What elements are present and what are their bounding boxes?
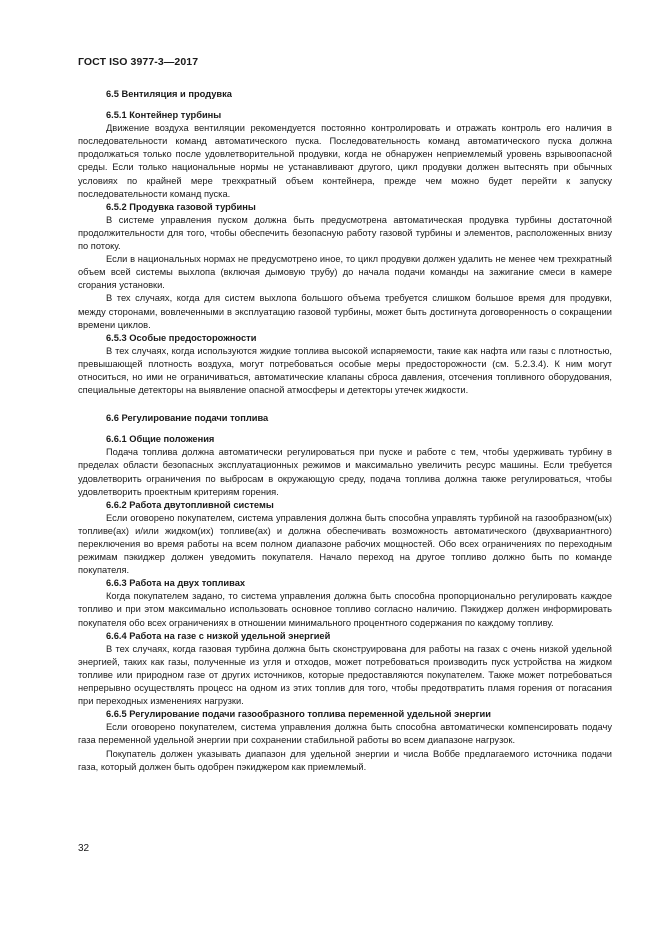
section-heading: 6.6 Регулирование подачи топлива [106,413,269,424]
document-body [78,88,612,774]
paragraph: Подача топлива должна автоматически регулироваться при пуске и работе с тем, чтобы удерживать турбину в пределах области безопасных эксплуатационных режимов и максимально увеличить ресурс машины. Если требуется удовлетворить ограничения по выбросам в окружающую среду, подача топлива должна также регулироваться, чтобы удовлетворить проектным критериям горения. [78,447,612,497]
paragraph: Если в национальных нормах не предусмотрено иное, то цикл продувки должен удалить не менее чем трехкратный объем всей системы выхлопа (включая дымовую трубу) до начала подачи команды на зажигание смеси в камере сгорания установки. [78,254,612,291]
section-heading: 6.5 Вентиляция и продувка [106,89,232,99]
document-header: ГОСТ ISO 3977-3—2017 [78,56,199,68]
paragraph: Когда покупателем задано, то система управления должна быть способна пропорционально регулировать каждое топливо и при этом максимально использовать основное топливо согласно наличию. Пэкиджер должен информировать покупателя обо всех ограничениях в отношении минимального процентного содержания по каждому топливу. [78,591,612,628]
paragraph: В тех случаях, когда используются жидкие топлива высокой испаряемости, такие как нафта или газы с плотностью, превышающей плотность воздуха, могут потребоваться особые меры предосторожности (см. 5.2.3.4). К ним могут относиться, но ими не ограничиваться, автоматические клапаны сброса давления, отсечения топливного оборудования, специальные детекторы на выявление опасной атмосферы и детекторы утечек жидкости. [78,345,612,396]
paragraph: Покупатель должен указывать диапазон для удельной энергии и числа Воббе предлагаемого источника подачи газа, который должен быть одобрен пэкиджером как приемлемый. [78,748,612,772]
page-number: 32 [78,843,90,854]
paragraph: Если оговорено покупателем, система управления должна быть способна автоматически компенсировать подачу газа переменной удельной энергии при сохранении стабильной работы во всем диапазоне нагрузок. [78,722,612,746]
paragraph: Если оговорено покупателем, система управления должна быть способна управлять турбиной на газообразном(ых) топливе(ах) и/или жидком(их) топливе(ах) и должна обеспечивать возможность автоматического (двухвариантного) переключения во время работы на всем полном диапазоне рабочих мощностей. Обо всех ограничениях по переходным режимам пэкиджер должен уведомить покупателя. Начало переход на другое топливо должно быть по команде покупателя. [78,512,612,576]
paragraph: Движение воздуха вентиляции рекомендуется постоянно контролировать и отражать контроль его наличия в последовательности команд автоматического пуска. Последовательность команд автоматического пуска должна продолжаться только после удовлетворительной продувки, когда не обнаружен неприемлемый уровень взрывоопасной среды. Если только национальные нормы не устанавливают другого, цикл продувки должен вытеснять при обычных условиях по крайней мере трехкратный объем контейнера, прежде чем можно будет перейти к запуску последовательности команд пуска. [78,123,612,199]
subsection-heading: 6.5.3 Особые предосторожности [106,332,257,343]
subsection-heading: 6.6.4 Работа на газе с низкой удельной энергией [106,630,331,641]
subsection-heading: 6.5.2 Продувка газовой турбины [106,201,256,212]
subsection-heading: 6.6.2 Работа двутопливной системы [106,499,274,510]
subsection-heading: 6.6.5 Регулирование подачи газообразного топлива переменной удельной энергии [106,709,491,720]
subsection-heading: 6.6.3 Работа на двух топливах [106,578,246,589]
subsection-heading: 6.5.1 Контейнер турбины [106,110,222,121]
paragraph: В тех случаях, когда газовая турбина должна быть сконструирована для работы на газах с очень низкой удельной энергией, таких как газы, полученные из угля и отходов, может потребоваться производить пуск устройства на жидком топливе или природном газе от других источников, которые предоставляются покупателем. Также может потребоваться непрерывно осуществлять процесс на одном из этих топлив для того, чтобы предотвратить пламя горения от погасания при переходных изменениях нагрузки. [78,643,612,707]
subsection-heading: 6.6.1 Общие положения [106,434,215,445]
paragraph: В системе управления пуском должна быть предусмотрена автоматическая продувка турбины достаточной продолжительности для того, чтобы обеспечить безопасную работу газовой турбины и элементов, расположенных внизу по потоку. [78,214,612,252]
paragraph: В тех случаях, когда для систем выхлопа большого объема требуется слишком большое время для продувки, между сторонами, вовлеченными в эксплуатацию газовой турбины, может быть достигнута договоренность о сокращении времени циклов. [78,293,612,330]
